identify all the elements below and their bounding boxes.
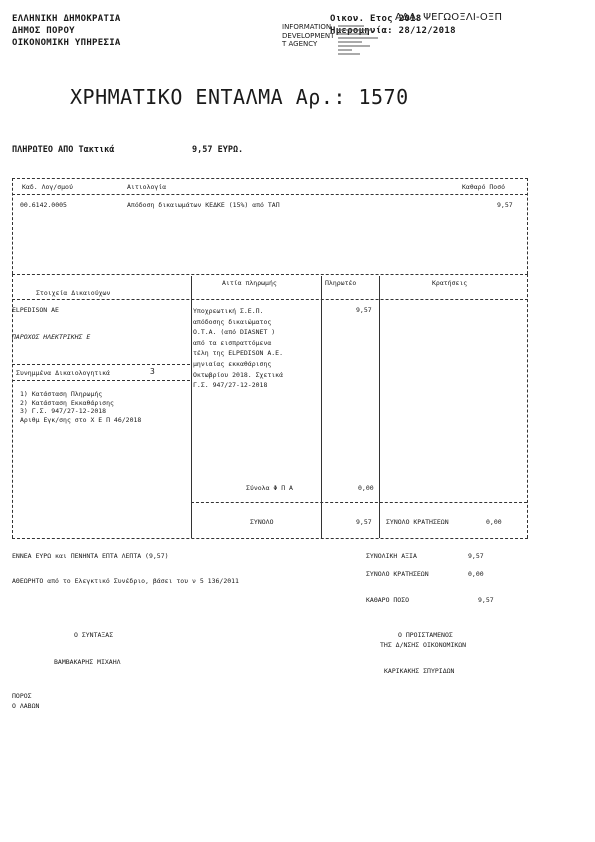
table2-right-rule <box>527 274 528 538</box>
gross-value: 9,57 <box>468 552 484 560</box>
col-reason-header: Αιτιολογία <box>127 183 167 191</box>
issuer-line-3: ΟΙΚΟΝΟΜΙΚΗ ΥΠΗΡΕΣΙΑ <box>12 38 121 48</box>
director-name: ΚΑΡΙΚΑΚΗΣ ΣΠΥΡΙΔΩΝ <box>384 667 455 675</box>
cause-line-3: Ο.Τ.Α. (από DIASNET ) <box>193 328 276 337</box>
col-deductions-header: Κρατήσεις <box>432 279 468 287</box>
attached-item-3: 3) Γ.Σ. 947/27-12-2018 <box>20 407 107 415</box>
cause-line-6: μηνιαίας εκκαθάρισης <box>193 359 272 368</box>
drafter-name: ΒΑΜΒΑΚΑΡΗΣ ΜΙΧΑΗΛ <box>54 658 121 666</box>
col-paid-header: Πληρωτέο <box>325 279 357 287</box>
table2-col-rule-3 <box>379 276 380 538</box>
net-label: ΚΑΘΑΡΟ ΠΟΣΟ <box>366 596 410 604</box>
cause-line-7: Οκτωβρίου 2018. Σχετικά <box>193 370 284 379</box>
attached-count: 3 <box>150 367 155 376</box>
col-cause-header: Αιτία πληρωμής <box>222 279 277 287</box>
fpa-label: Σύνολα Φ Π Α <box>246 484 293 492</box>
cause-line-8: Γ.Σ. 947/27-12-2018 <box>193 381 268 390</box>
cause-line-2: απόδοσης δικαιώματος <box>193 317 272 326</box>
payable-label: ΠΛΗΡΩΤΕΟ ΑΠΟ Τακτικά <box>12 145 115 155</box>
table2-header-rule <box>12 299 528 300</box>
stamp-microtext <box>338 24 388 58</box>
cause-line-1: Υποχρεωτική Σ.Ε.Π. <box>193 307 264 315</box>
row-net: 9,57 <box>497 201 513 209</box>
row-code: 00.6142.0005 <box>20 201 67 209</box>
payable-amount: 9,57 ΕΥΡΩ. <box>192 145 244 155</box>
attached-top-rule <box>12 364 190 365</box>
amount-in-words: ΕΝΝΕΑ ΕΥΡΩ και ΠΕΝΗΝΤΑ ΕΠΤΑ ΛΕΠΤΑ (9,57) <box>12 552 169 560</box>
exemption-note: ΑΘΕΩΡΗΤΟ από το Ελεγκτικό Συνέδριο, βάσει του ν 5 136/2011 <box>12 577 239 585</box>
attached-list <box>20 390 141 424</box>
total-value: 9,57 <box>356 518 372 526</box>
attached-item-1: 1) Κατάσταση Πληρωμής <box>20 390 103 398</box>
stamp-line-3: T AGENCY <box>282 40 318 48</box>
attached-bottom-rule <box>12 380 190 381</box>
agency-stamp <box>282 23 334 49</box>
col-beneficiary-header: Στοιχεία Δικαιούχων <box>36 289 111 297</box>
paid-value: 9,57 <box>356 306 372 314</box>
gross-label: ΣΥΝΟΛΙΚΗ ΑΞΙΑ <box>366 552 417 560</box>
col-code-header: Καδ. Λογ/σμού <box>22 183 73 191</box>
document-title: ΧΡΗΜΑΤΙΚΟ ΕΝΤΑΛΜΑ Αρ.: 1570 <box>70 85 409 109</box>
director-role: Ο ΠΡΟΙΣΤΑΜΕΝΟΣ <box>398 631 453 639</box>
beneficiary-extra: ΠΑΡΟΧΟΣ ΗΛΕΚΤΡΙΚΗΣ Ε <box>12 333 91 341</box>
col-net-header: Καθαρό Ποσό <box>462 183 506 191</box>
deductions-total-value: 0,00 <box>486 518 502 526</box>
footer-place: ΠΟΡΟΣ <box>12 692 32 700</box>
issuer-line-1: ΕΛΛΗΝΙΚΗ ΔΗΜΟΚΡΑΤΙΑ <box>12 14 121 24</box>
beneficiary-name: ELPEDISON ΑΕ <box>12 306 59 314</box>
fpa-value: 0,00 <box>358 484 374 492</box>
date-line: Ημερομηνία: 28/12/2018 <box>330 26 456 36</box>
attached-label: Συνημμένα Δικαιολογητικά <box>16 369 110 377</box>
table1-header-rule <box>12 194 528 195</box>
table2-bottom-rule <box>12 538 528 539</box>
deductions-value: 0,00 <box>468 570 484 578</box>
table2-col-rule-1 <box>191 276 192 538</box>
deductions-total-label: ΣΥΝΟΛΟ ΚΡΑΤΗΣΕΩΝ <box>386 518 449 526</box>
director-role-2: ΤΗΣ Δ/ΝΣΗΣ ΟΙΚΟΝΟΜΙΚΩΝ <box>380 641 467 649</box>
drafter-role: Ο ΣΥΝΤΑΞΑΣ <box>74 631 114 639</box>
ada-code: ΑΔΑ: ΨΕΓΩΟΞΛΙ-ΟΞΠ <box>395 12 503 23</box>
fiscal-year: Οικον. Ετος 2018 <box>330 14 422 24</box>
cause-line-5: τέλη της ELPEDISON Α.Ε. <box>193 349 284 358</box>
table2-top-rule <box>12 274 528 275</box>
table1-top-rule <box>12 178 528 179</box>
cause-line-4: από τα εισπραττόμενα <box>193 338 272 347</box>
net-value: 9,57 <box>478 596 494 604</box>
table1-right-rule <box>527 178 528 274</box>
table1-left-rule <box>12 178 13 274</box>
payment-cause <box>193 306 283 391</box>
total-label: ΣΥΝΟΛΟ <box>250 518 274 526</box>
totals-rule <box>191 502 527 503</box>
stamp-line-1: INFORMATION <box>282 23 332 31</box>
attached-item-2: 2) Κατάσταση Εκκαθάρισης <box>20 398 114 407</box>
row-reason: Απόδοση δικαιωμάτων ΚΕΔΚΕ (15%) από ΤΑΠ <box>127 201 280 209</box>
stamp-line-2: DEVELOPMENT <box>282 31 335 40</box>
attached-item-4: Αριθμ Εγκ/σης στο Χ Ε Π 46/2018 <box>20 415 142 424</box>
table2-col-rule-2 <box>321 276 322 538</box>
issuer-line-2: ΔΗΜΟΣ ΠΟΡΟΥ <box>12 26 75 36</box>
deductions-label: ΣΥΝΟΛΟ ΚΡΑΤΗΣΕΩΝ <box>366 570 429 578</box>
footer-recipient: Ο ΛΑΒΩΝ <box>12 702 40 710</box>
